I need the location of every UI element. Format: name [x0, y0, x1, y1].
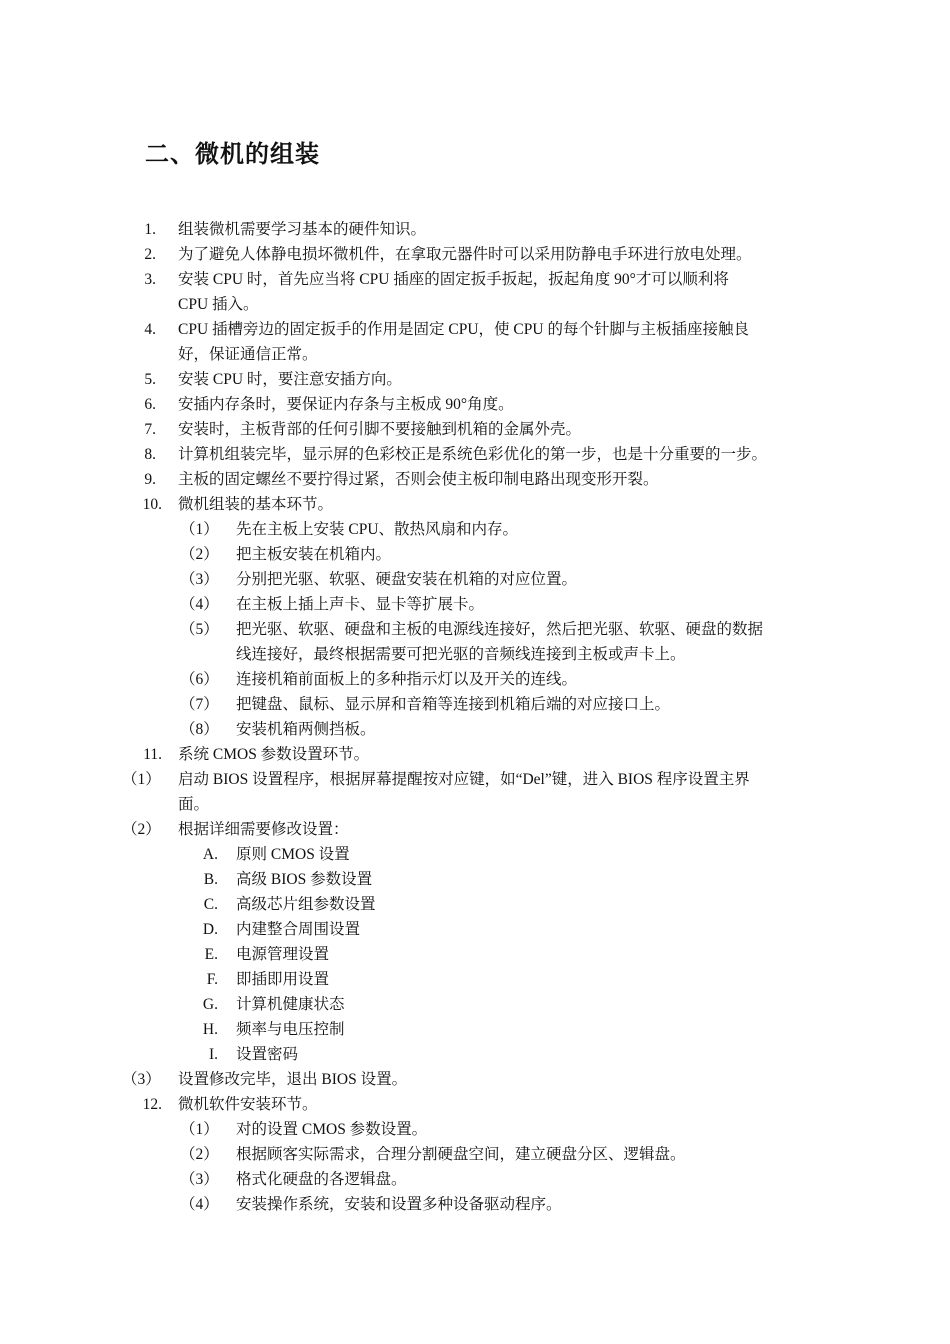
step-number: （4） [180, 1196, 219, 1213]
item-number: 6. [144, 396, 156, 413]
item-text: 微机软件安装环节。 [178, 1096, 318, 1113]
step-text: 格式化硬盘的各逻辑盘。 [236, 1171, 407, 1188]
step-text: 设置修改完毕，退出 BIOS 设置。 [178, 1071, 408, 1088]
item-text: 安插内存条时，要保证内存条与主板成 90°角度。 [178, 396, 514, 413]
section-title: 二、微机的组装 [145, 140, 320, 168]
item-text: 系统 CMOS 参数设置环节。 [178, 746, 370, 763]
setting-text: 设置密码 [236, 1046, 299, 1063]
item-text: 好，保证通信正常。 [178, 346, 318, 363]
step-number: （2） [180, 1146, 219, 1163]
item-text: 安装 CPU 时，首先应当将 CPU 插座的固定扳手扳起，扳起角度 90°才可以顺利将 [178, 271, 729, 288]
setting-letter: E. [204, 946, 218, 963]
setting-letter: H. [202, 1021, 218, 1038]
step-number: （1） [180, 1121, 219, 1138]
step-number: （8） [180, 721, 219, 738]
step-text: 先在主板上安装 CPU、散热风扇和内存。 [236, 521, 519, 538]
setting-text: 计算机健康状态 [236, 996, 345, 1013]
setting-text: 即插即用设置 [236, 971, 330, 988]
step-text: 把主板安装在机箱内。 [236, 546, 392, 563]
setting-letter: B. [203, 871, 218, 888]
step-text: 连接机箱前面板上的多种指示灯以及开关的连线。 [236, 671, 578, 688]
item-number: 3. [144, 271, 156, 288]
setting-letter: D. [202, 921, 218, 938]
setting-text: 原则 CMOS 设置 [236, 846, 350, 863]
step-number: （3） [180, 571, 219, 588]
setting-text: 高级芯片组参数设置 [236, 896, 376, 913]
item-text: CPU 插入。 [178, 296, 259, 313]
step-number: （7） [180, 696, 219, 713]
item-text: CPU 插槽旁边的固定扳手的作用是固定 CPU，使 CPU 的每个针脚与主板插座接触良 [178, 321, 749, 338]
item-text: 微机组装的基本环节。 [178, 496, 334, 513]
item-text: 安装时，主板背部的任何引脚不要接触到机箱的金属外壳。 [178, 421, 582, 438]
step-text: 分别把光驱、软驱、硬盘安装在机箱的对应位置。 [236, 571, 578, 588]
step-text: 启动 BIOS 设置程序，根据屏幕提醒按对应键，如“Del”键，进入 BIOS 程序设置主界 [178, 771, 750, 788]
setting-letter: A. [202, 846, 218, 863]
setting-text: 高级 BIOS 参数设置 [236, 871, 373, 888]
item-number: 2. [144, 246, 156, 263]
item-text: 组装微机需要学习基本的硬件知识。 [178, 221, 427, 238]
item-text: 安装 CPU 时，要注意安插方向。 [178, 371, 402, 388]
step-number: （5） [180, 621, 219, 638]
item-number: 1. [144, 221, 156, 238]
item-text: 为了避免人体静电损坏微机件，在拿取元器件时可以采用防静电手环进行放电处理。 [178, 246, 752, 263]
step-number: （2） [122, 821, 161, 838]
step-text: 把光驱、软驱、硬盘和主板的电源线连接好，然后把光驱、软驱、硬盘的数据 [236, 621, 764, 638]
item-number: 11. [143, 746, 162, 763]
item-text: 计算机组装完毕，显示屏的色彩校正是系统色彩优化的第一步，也是十分重要的一步。 [178, 446, 768, 463]
step-text: 根据详细需要修改设置： [178, 821, 349, 838]
item-number: 5. [144, 371, 156, 388]
step-number: （4） [180, 596, 219, 613]
step-number: （1） [180, 521, 219, 538]
item-number: 10. [142, 496, 162, 513]
setting-letter: G. [202, 996, 218, 1013]
setting-text: 频率与电压控制 [236, 1021, 345, 1038]
item-number: 8. [144, 446, 156, 463]
item-number: 4. [144, 321, 156, 338]
step-text: 安装机箱两侧挡板。 [236, 721, 376, 738]
step-text: 线连接好，最终根据需要可把光驱的音频线连接到主板或声卡上。 [236, 646, 686, 663]
step-text: 根据顾客实际需求，合理分割硬盘空间，建立硬盘分区、逻辑盘。 [236, 1146, 686, 1163]
setting-text: 内建整合周围设置 [236, 921, 361, 938]
step-number: （2） [180, 546, 219, 563]
step-text: 在主板上插上声卡、显卡等扩展卡。 [236, 596, 485, 613]
setting-letter: C. [203, 896, 218, 913]
step-number: （3） [122, 1071, 161, 1088]
setting-text: 电源管理设置 [236, 946, 330, 963]
item-number: 7. [144, 421, 156, 438]
step-text: 安装操作系统，安装和设置多种设备驱动程序。 [236, 1196, 562, 1213]
step-number: （3） [180, 1171, 219, 1188]
setting-letter: I. [208, 1046, 218, 1063]
setting-letter: F. [206, 971, 218, 988]
step-text: 面。 [178, 796, 210, 813]
step-number: （1） [122, 771, 161, 788]
item-number: 9. [144, 471, 156, 488]
step-text: 对的设置 CMOS 参数设置。 [236, 1121, 428, 1138]
item-number: 12. [142, 1096, 162, 1113]
step-number: （6） [180, 671, 219, 688]
item-text: 主板的固定螺丝不要拧得过紧，否则会使主板印制电路出现变形开裂。 [178, 471, 659, 488]
step-text: 把键盘、鼠标、显示屏和音箱等连接到机箱后端的对应接口上。 [236, 696, 671, 713]
